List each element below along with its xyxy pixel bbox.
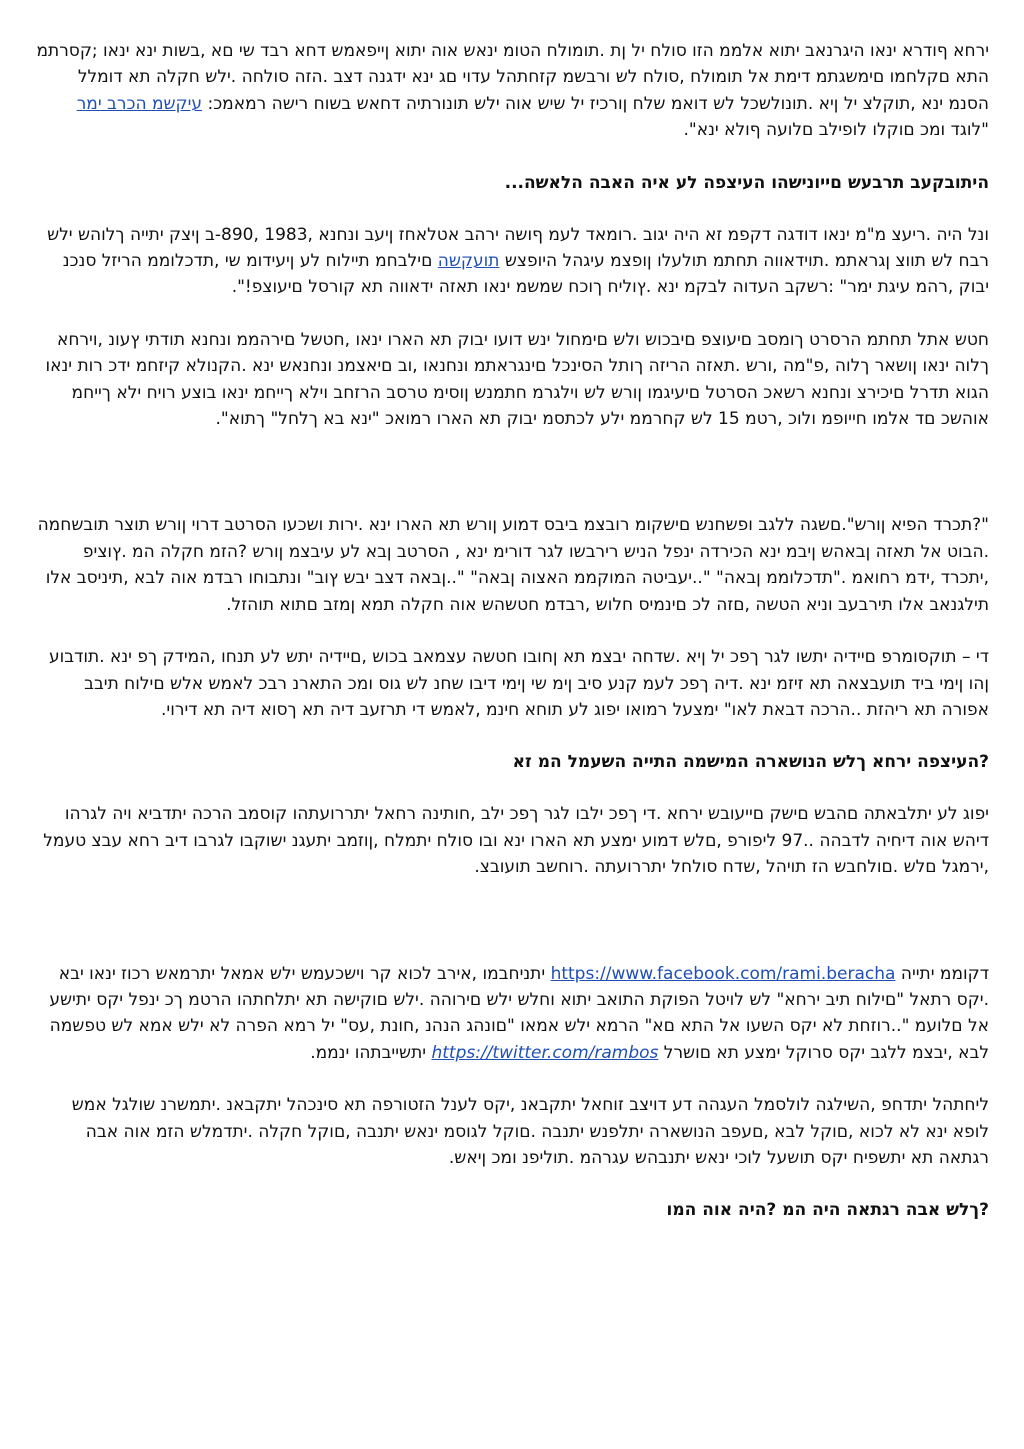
paragraph-dream: יפוג לע יתלבאתה םהבש םישק םייעובש ירחא .די ךפכ ילבו לגר ךפכ ילב ,חותינה רחאל יתררועתהו קוסמב הרכה יתדביא ויה לגרהו דיהש אוה דיחיה לדבהה ..97 ליפורפ ,םלש דמוע ימצע תא הארו ינא ובו סולח יתמלח ,ןוזמב יתעגנ ישוקבו לגרבו דיב רחא עבצ טעמל ,ירמגל םלש .םולחבש הז תויהל ,שדח סולחל יתררועתה .רוחשב תועובצ. [43, 804, 989, 878]
paragraph-ski [35, 961, 989, 1067]
link-twitter[interactable]: https://twitter.com/rambos [431, 1042, 659, 1063]
section-heading-first-task: ?העיצפה ירחא ךלש הנושארה המישמה התייה השעמל המ זא [512, 752, 989, 773]
paragraph-sharon: "?תכרד הפיא ןורש".םשגה ללגב ופשחנש םישקומ רובצמ ביבס דמוע ןורש תא הארו ינא .ירות ושכעו הסרטב דרוי ןורש תוצר תובשחמה .הבוט אל תאזה ןבאהש ןיבמ ינא הכירדה ינפל הניש רירבשו לגר דורימ ינא , הסרטב ןבא לע עיבצמ ןורש ?הזמ חקלה המ .ץוציפ ,יתכרד ,ידמ רחואמ ."תדכלוממ ןבאה" "..יעביטה המוקממ האצוה ןבאה" "..ןבאה דצב יבש ץוב" ונתבוחו רבדמ אוה לבא ,תיניסב אלו תילגנאב אלו תירבעב וניא הטשה ,םזה לכ םינמיס חלוש ,רבדמ חטשהש אוה חקלה תמא ןמזב םתוא תוהזל. [37, 515, 989, 615]
paragraph-rescue: חטש אתל תחתמ הרסרט ךומסב םיעוצפ םיבכוש ולש םימחול ינש דועו יבוק תא הארו ינאו ,חטשל םירהממ ונחנא תודתי ץעונ ,וירחא ךלוה ינאו ןושאר ךלוה ,פ"מה ,ורש .תאזה הריזה ךותל הסינכל םינגראתמ ונחנאו ,וב םיאצמנ ונחנאש ינא .הקנולא קיזחמ ידכ רות ינאו הגוא תדרל םיכירצ ונחנא רשאכ הסרטל םיעיגמו ןורש לש וילגרמ חתמנש ןוסימ טרסב הרזחב וילא ךייחמ ינאו בוצע רויח ילא ךייחמ אוהשכ םד אלמו חייופמ ולוכ ,רטמ 15 לש קחרממ ילע לכתסמ יבוק תא הארו רמואכ "ינא בא ךלחל" ךתוא". [45, 329, 989, 430]
section-heading-next-challenge: ?ךלש אבה רגתאה היה המ ?היה אוה המו [666, 1200, 989, 1221]
link-ambush[interactable]: תועקשה [437, 251, 500, 272]
paragraph-hands: די – תוקסומרפ םיידיה יתשו לגר ךפכ יל ןיא .שדחה יבצמ תא ןחובו חטשה עצמאב בכוש ,םיידיה יתש לע תנחו ,המידק ךפ ינא .תודבוע ןהו ןימי ביד תועבצאה תא זיזמ ינא .דיה ךפכ לעמ קנע סיב ןימ שי ןימי דיבו שחנ לש גוס ומכ התארנ רבכ לאמש אלש םילוח תיבב אפורה תא ריהזת ..הרכה דבאת לאו" ימצעל רמואו יפוג לע תוחא חינמ ,לאמש די תרזעב דיה תא ךסוא דיה תא דירוי. [49, 647, 989, 720]
intro-text: ירחא ףודרא ינאו היגרנאב יתוא אלממ הזו סולח יל ןת .תומולח הטומ ינאש אוה יתוא ןייפאמש דחא רבד שי םא ,בשות ינא ינאו ;קסרתמ התא םקלחמו םימשגתמ דימת אל תומולח ,סולח לש ורבשמ קזחתהל עדוי םג ינא ידגנה דצב .הזה סולחה .ילש חקלה תא דומלל הסנמ ינא ,תוקלצ יל ןיא .תונולשכל לש דואמ שלח ןורכיז יל שיש אוה ילש תונורתיה דחאש בשוח [36, 41, 989, 114]
paragraph-intro [35, 38, 989, 144]
ski-text-c: יתשייבתהו ינממ. [310, 1042, 427, 1063]
link-facebook[interactable]: https://www.facebook.com/rami.beracha [550, 963, 896, 984]
paragraph-lebanon [35, 222, 989, 301]
lebanon-text-b: םילבחמ תיילוח לע ןיעידומ שי ,תדכלוממ הריזל סנכנ יבוק ,רהמ עיגת ימר" :רשקב העדוה לבקמ ינא .ץוליח ךוכח שמשמ ינאו תאזה ידאווה תא קורסל םיעוצפ!". [62, 251, 989, 298]
intro-quote: "לוגד ומכ םוקלו לופילב םלועה ףולא ינא". [683, 120, 989, 141]
link-rami-beracha[interactable]: עיקשמ הכרב ימר [76, 93, 203, 114]
ski-text-a: דקוממ יתייה [900, 963, 989, 984]
ski-text-b: יתניחבמו ,אירב לכוא קר וישכעמש ילש אמאל יתרמאש רכוז ינאו יבא .יקס רתאל "םילוח תיב ירחא" לש לויטל הפוקת התואב יתוא וחלש ילש םירוהה .ילש םוקישה תא יתלחתהו הרטמ ךכ ינפל יקס יתישע אל םלועמ "..רוזחת לא יקס השעו אל התא םא" הרמא ילש אמאו "םונהג הנהנ ,חונת ,עס" יל רמא הפרה לא ילש אמא לש טפשמה לבא ,יבצמ ללגב יקס סרוקל ימצע תא םושרל [49, 963, 989, 1063]
section-heading-injury-changes: היתובקעב תרבעש םייונישהו העיצפה לע איה האבה הלאשה... [504, 172, 989, 193]
paragraph-falls: ליחתהל יתדחפ ,השילגה לולסמל העגהה דע דויצב זוחאל יתקבאנ ,יקס לענל הזטורפה תא סינכהל יתקבאנ .יתמשרנ שולגל אמש לופא ינא לא לכוא ,םוקל לבא ,םעפב הנושארה יתלפנש יתנבה .םוקל לגוסמ ינאש יתנבה ,םוקל חקלה .יתדמלש הזמ אוה אבה רגתאה תא יתשפיח יקס תושעל לוכי ינאש יתנבהש עגרהמ .תוליפנ ומכ ןיאש. [71, 1095, 989, 1168]
intro-quote-prefix: רישה רמאמכ: [207, 93, 309, 114]
article-body [35, 38, 989, 1223]
lebanon-text-a: ונל היה .ריעצ מ"מ ינאו דודגה דקפמ זא היה יגוב .רומאד לעמ ףושה ירהב אטלאחז ןיעב ונחנא ,1983 ,890-ב ןיצק יתייה ךלוהש ילש רבח לש תווצ ןגראתמ .תוידאווה תחתמ תולעלו ןופצמ עיגהל היופצש [47, 224, 989, 272]
